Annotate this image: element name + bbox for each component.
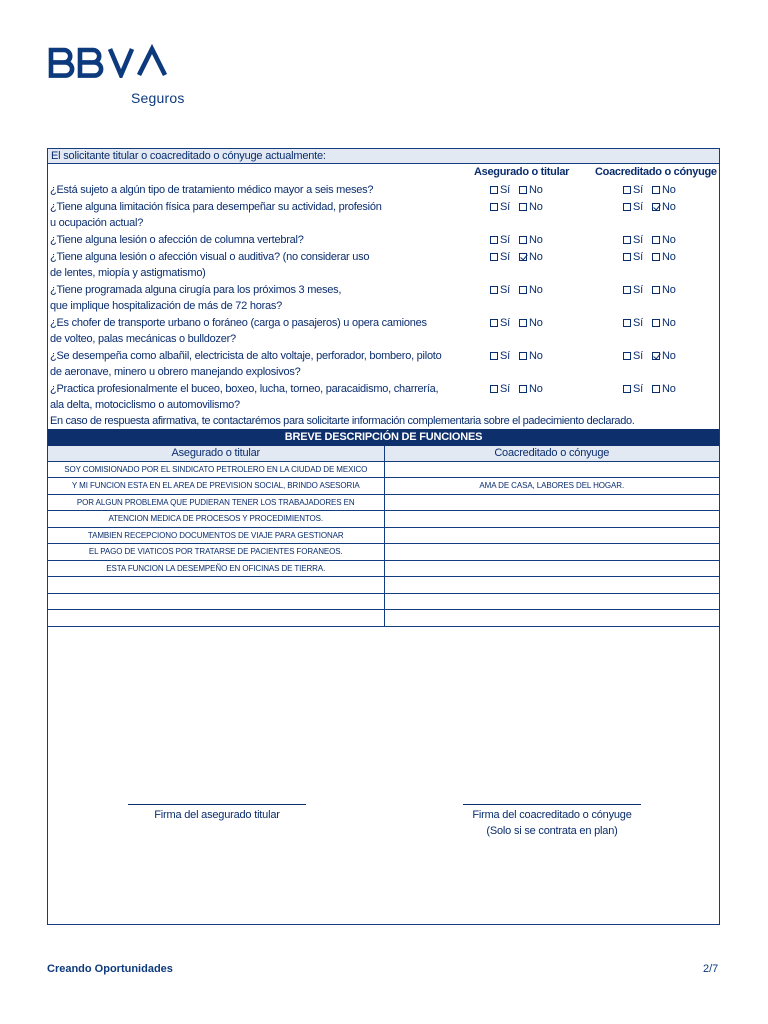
answer-conyuge <box>623 315 676 331</box>
answer-conyuge <box>623 348 676 364</box>
affirmative-note: En caso de respuesta afirmativa, te contactarémos para solicitarte información complementaria sobre el padecimiento declarado. <box>50 415 635 427</box>
no-label: No <box>529 251 543 263</box>
yes-checkbox[interactable] <box>490 253 498 261</box>
yes-label: Sí <box>500 184 510 196</box>
no-label: No <box>662 184 676 196</box>
answer-conyuge <box>623 381 676 397</box>
functions-table-header <box>48 446 719 461</box>
yes-label: Sí <box>500 317 510 329</box>
no-label: No <box>662 234 676 246</box>
functions-table <box>48 446 719 627</box>
yes-label: Sí <box>633 234 643 246</box>
question-text <box>50 182 373 198</box>
yes-label: Sí <box>500 284 510 296</box>
question-line: ¿Es chofer de transporte urbano o foráneo (carga o pasajeros) u opera camiones <box>50 317 427 329</box>
yes-checkbox[interactable] <box>623 286 631 294</box>
no-checkbox[interactable] <box>652 186 660 194</box>
no-checkbox[interactable] <box>519 203 527 211</box>
yes-checkbox[interactable] <box>490 319 498 327</box>
signature-line-conyuge <box>463 804 641 805</box>
yes-checkbox[interactable] <box>623 203 631 211</box>
functions-cell-conyuge <box>384 494 719 511</box>
answer-conyuge <box>623 182 676 198</box>
yes-label: Sí <box>500 251 510 263</box>
no-label: No <box>529 284 543 296</box>
yes-checkbox[interactable] <box>623 253 631 261</box>
functions-row <box>48 527 719 544</box>
answer-titular <box>490 199 543 215</box>
no-checkbox[interactable] <box>652 352 660 360</box>
question-text <box>50 381 438 413</box>
no-checkbox[interactable] <box>519 286 527 294</box>
yes-label: Sí <box>500 383 510 395</box>
logo-subtitle: Seguros <box>131 90 185 106</box>
signature-label-conyuge <box>443 807 661 839</box>
answer-conyuge <box>623 199 676 215</box>
functions-row <box>48 560 719 577</box>
functions-cell-conyuge <box>384 527 719 544</box>
signature-label-conyuge-line2: (Solo si se contrata en plan) <box>486 825 618 837</box>
yes-label: Sí <box>633 201 643 213</box>
functions-row <box>48 544 719 561</box>
functions-row <box>48 478 719 495</box>
signature-line-titular <box>128 804 306 805</box>
yes-label: Sí <box>633 184 643 196</box>
insurance-form <box>47 148 720 925</box>
functions-cell-titular: ESTA FUNCION LA DESEMPEÑO EN OFICINAS DE TIERRA. <box>48 560 384 577</box>
column-header-conyuge: Coacreditado o cónyuge <box>595 166 717 178</box>
no-checkbox[interactable] <box>652 385 660 393</box>
no-checkbox[interactable] <box>652 203 660 211</box>
question-line: u ocupación actual? <box>50 217 144 229</box>
no-label: No <box>529 317 543 329</box>
question-text <box>50 282 341 314</box>
question-text <box>50 315 427 347</box>
functions-cell-titular <box>48 577 384 594</box>
no-checkbox[interactable] <box>652 253 660 261</box>
functions-row <box>48 511 719 528</box>
functions-col-conyuge: Coacreditado o cónyuge <box>384 446 719 461</box>
no-checkbox[interactable] <box>519 186 527 194</box>
no-label: No <box>529 350 543 362</box>
no-checkbox[interactable] <box>519 236 527 244</box>
no-label: No <box>662 251 676 263</box>
functions-cell-conyuge <box>384 610 719 627</box>
functions-row <box>48 461 719 478</box>
functions-cell-titular: EL PAGO DE VIATICOS POR TRATARSE DE PACIENTES FORANEOS. <box>48 544 384 561</box>
question-text <box>50 348 441 380</box>
yes-label: Sí <box>633 350 643 362</box>
page-number: 2/7 <box>703 963 719 975</box>
answer-titular <box>490 232 543 248</box>
yes-checkbox[interactable] <box>490 385 498 393</box>
functions-cell-titular: Y MI FUNCION ESTA EN EL AREA DE PREVISION SOCIAL, BRINDO ASESORIA <box>48 478 384 495</box>
functions-cell-conyuge <box>384 461 719 478</box>
no-checkbox[interactable] <box>652 319 660 327</box>
no-checkbox[interactable] <box>519 319 527 327</box>
answer-conyuge <box>623 249 676 265</box>
no-label: No <box>662 350 676 362</box>
yes-checkbox[interactable] <box>490 203 498 211</box>
no-checkbox[interactable] <box>519 385 527 393</box>
question-line: ¿Tiene alguna lesión o afección visual o auditiva? (no considerar uso <box>50 251 370 263</box>
functions-cell-titular: SOY COMISIONADO POR EL SINDICATO PETROLERO EN LA CIUDAD DE MEXICO <box>48 461 384 478</box>
yes-checkbox[interactable] <box>490 352 498 360</box>
no-checkbox[interactable] <box>652 286 660 294</box>
signature-label-titular: Firma del asegurado titular <box>154 809 280 821</box>
no-label: No <box>662 317 676 329</box>
form-header: El solicitante titular o coacreditado o cónyuge actualmente: <box>48 149 719 164</box>
functions-cell-conyuge <box>384 560 719 577</box>
functions-cell-conyuge <box>384 593 719 610</box>
functions-cell-titular: POR ALGUN PROBLEMA QUE PUDIERAN TENER LOS TRABAJADORES EN <box>48 494 384 511</box>
question-line: que implique hospitalización de más de 72 horas? <box>50 300 282 312</box>
question-text <box>50 249 369 281</box>
bbva-wordmark-icon <box>48 44 170 78</box>
question-line: de aeronave, minero u obrero manejando explosivos? <box>50 366 301 378</box>
functions-cell-conyuge <box>384 577 719 594</box>
yes-checkbox[interactable] <box>623 352 631 360</box>
functions-row <box>48 593 719 610</box>
functions-col-titular: Asegurado o titular <box>48 446 384 461</box>
yes-checkbox[interactable] <box>623 319 631 327</box>
yes-checkbox[interactable] <box>490 286 498 294</box>
yes-label: Sí <box>500 234 510 246</box>
no-label: No <box>662 383 676 395</box>
signature-label-conyuge-line1: Firma del coacreditado o cónyuge <box>472 809 632 821</box>
functions-cell-conyuge <box>384 544 719 561</box>
yes-label: Sí <box>633 251 643 263</box>
yes-checkbox[interactable] <box>623 385 631 393</box>
no-checkbox[interactable] <box>519 352 527 360</box>
column-header-titular: Asegurado o titular <box>474 166 570 178</box>
question-line: de volteo, palas mecánicas o bulldozer? <box>50 333 236 345</box>
question-text <box>50 232 304 248</box>
no-label: No <box>662 284 676 296</box>
no-checkbox[interactable] <box>652 236 660 244</box>
no-checkbox[interactable] <box>519 253 527 261</box>
question-line: ¿Tiene alguna limitación física para desempeñar su actividad, profesión <box>50 201 382 213</box>
functions-section-title: BREVE DESCRIPCIÓN DE FUNCIONES <box>48 429 719 446</box>
functions-cell-conyuge: AMA DE CASA, LABORES DEL HOGAR. <box>384 478 719 495</box>
functions-cell-conyuge <box>384 511 719 528</box>
functions-cell-titular <box>48 593 384 610</box>
no-label: No <box>529 234 543 246</box>
yes-label: Sí <box>633 317 643 329</box>
functions-cell-titular: ATENCION MEDICA DE PROCESOS Y PROCEDIMIENTOS. <box>48 511 384 528</box>
yes-checkbox[interactable] <box>490 186 498 194</box>
question-text <box>50 199 382 231</box>
no-label: No <box>529 184 543 196</box>
answer-titular <box>490 348 543 364</box>
yes-label: Sí <box>500 201 510 213</box>
no-label: No <box>529 201 543 213</box>
bbva-seguros-logo <box>48 44 198 108</box>
answer-conyuge <box>623 232 676 248</box>
yes-label: Sí <box>500 350 510 362</box>
functions-row <box>48 610 719 627</box>
question-line: ala delta, motociclismo o automovilismo? <box>50 399 240 411</box>
answer-titular <box>490 381 543 397</box>
answer-titular <box>490 249 543 265</box>
footer-slogan: Creando Oportunidades <box>47 963 173 975</box>
answer-titular <box>490 282 543 298</box>
yes-checkbox[interactable] <box>623 186 631 194</box>
question-line: ¿Tiene programada alguna cirugía para los próximos 3 meses, <box>50 284 342 296</box>
question-line: ¿Practica profesionalmente el buceo, boxeo, lucha, torneo, paracaidismo, charrería, <box>50 383 439 395</box>
yes-label: Sí <box>633 284 643 296</box>
question-line: ¿Está sujeto a algún tipo de tratamiento médico mayor a seis meses? <box>50 184 374 196</box>
answer-titular <box>490 182 543 198</box>
question-line: de lentes, miopía y astigmatismo) <box>50 267 206 279</box>
no-label: No <box>662 201 676 213</box>
yes-label: Sí <box>633 383 643 395</box>
answer-conyuge <box>623 282 676 298</box>
question-line: ¿Tiene alguna lesión o afección de columna vertebral? <box>50 234 304 246</box>
question-line: ¿Se desempeña como albañil, electricista de alto voltaje, perforador, bombero, piloto <box>50 350 442 362</box>
yes-checkbox[interactable] <box>623 236 631 244</box>
yes-checkbox[interactable] <box>490 236 498 244</box>
functions-row <box>48 494 719 511</box>
no-label: No <box>529 383 543 395</box>
functions-cell-titular: TAMBIEN RECEPCIONO DOCUMENTOS DE VIAJE PARA GESTIONAR <box>48 527 384 544</box>
functions-row <box>48 577 719 594</box>
answer-titular <box>490 315 543 331</box>
functions-cell-titular <box>48 610 384 627</box>
